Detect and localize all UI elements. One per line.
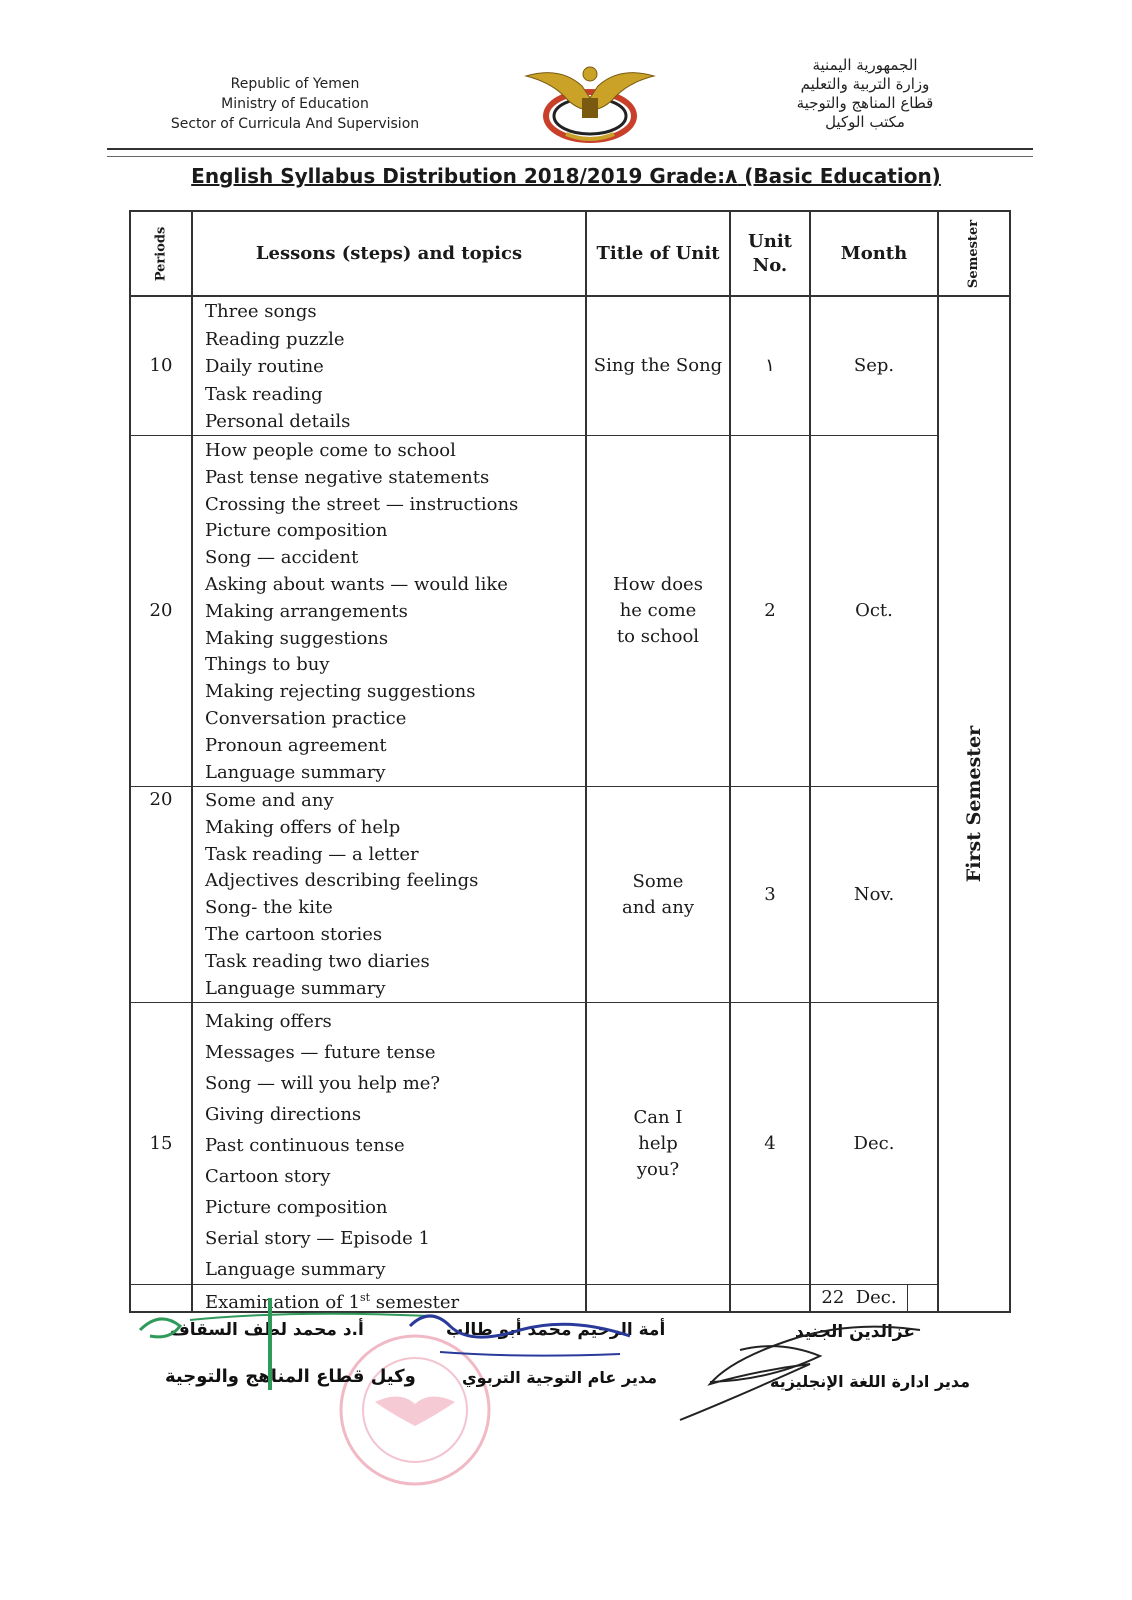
signatory-role: مدير ادارة اللغة الإنجليزية	[770, 1372, 971, 1391]
unit-title-cell: How does he come to school	[613, 574, 703, 647]
semester-header-label: Semester	[965, 219, 981, 288]
lesson-item: Cartoon story	[205, 1166, 331, 1187]
letterhead-line: قطاع المناهج والتوجية	[796, 94, 934, 112]
english-letterhead	[150, 74, 440, 134]
periods-header-label: Periods	[152, 226, 168, 281]
lesson-item: Adjectives describing feelings	[205, 870, 479, 892]
lesson-item: Task reading — a letter	[205, 843, 419, 865]
unit-title-header: Title of Unit	[596, 242, 720, 264]
lesson-item: Three songs	[205, 301, 317, 322]
signatory-name: عزالدين الجنيد	[795, 1322, 915, 1342]
unit-no-cell: 2	[764, 600, 776, 621]
semester-label: First Semester	[963, 725, 986, 883]
signature-scribble-icon	[670, 1310, 930, 1430]
arabic-letterhead	[770, 56, 960, 132]
lesson-item: Some and any	[205, 790, 334, 811]
month-header: Month	[840, 242, 908, 264]
lesson-item: Asking about wants — would like	[205, 573, 508, 595]
unit-title-cell: Some and any	[621, 870, 695, 918]
signatory-name: أ.د محمد لطف السقاف	[170, 1320, 364, 1340]
lesson-item: Personal details	[205, 411, 351, 433]
month-cell: Nov.	[853, 883, 895, 905]
lesson-item: Task reading two diaries	[205, 950, 430, 972]
month-cell: Dec.	[853, 1132, 895, 1154]
semester-cell	[939, 297, 1009, 1311]
document-title: English Syllabus Distribution 2018/2019 Grade:٨ (Basic Education)	[191, 164, 941, 188]
periods-header	[131, 212, 191, 295]
lesson-item: Task reading	[205, 383, 323, 405]
exam-lesson-sup: st	[360, 1291, 371, 1304]
exam-lesson-suffix: semester	[370, 1292, 460, 1313]
signatory-role: مدير عام التوجية التربوي	[462, 1368, 657, 1387]
signatory-name: أمة الرحيم محمد أبو طالب	[446, 1320, 666, 1340]
yemen-eagle-emblem-icon	[520, 58, 660, 144]
exam-month-cell: 22 Dec.	[821, 1287, 897, 1308]
unit-no-cell: 3	[764, 883, 776, 905]
syllabus-table	[129, 210, 1011, 1313]
unit-no-header: Unit No.	[748, 230, 792, 276]
lesson-item: Daily routine	[205, 356, 324, 378]
lesson-item: Language summary	[205, 1259, 386, 1280]
lessons-list	[205, 438, 518, 786]
unit-no-cell: ١	[765, 355, 775, 376]
letterhead-line: الجمهورية اليمنية	[812, 56, 918, 74]
lesson-item: Past continuous tense	[205, 1135, 405, 1156]
lesson-item: Messages — future tense	[205, 1042, 436, 1063]
lesson-item: How people come to school	[205, 440, 456, 461]
letterhead-line: Sector of Curricula And Supervision	[170, 116, 420, 132]
lesson-item: Making suggestions	[205, 627, 389, 649]
lessons-list	[205, 1006, 440, 1285]
lesson-item: Things to buy	[205, 654, 330, 676]
lesson-item: Pronoun agreement	[205, 734, 387, 756]
signature-scribble-icon	[400, 1296, 640, 1376]
lesson-item: Serial story — Episode 1	[205, 1228, 430, 1249]
lesson-item: Language summary	[205, 761, 386, 783]
letterhead-line: وزارة التربية والتعليم	[800, 75, 930, 93]
lesson-item: Reading puzzle	[205, 328, 345, 350]
lesson-item: The cartoon stories	[205, 923, 383, 945]
lessons-list	[205, 788, 478, 1002]
lesson-item: Picture composition	[205, 520, 388, 542]
periods-cell: 20	[149, 789, 173, 810]
signatory-role: وكيل قطاع المناهج والتوجية	[165, 1366, 416, 1387]
lesson-item: Making arrangements	[205, 600, 408, 622]
lesson-item: Song — will you help me?	[205, 1073, 441, 1094]
lesson-item: Language summary	[205, 977, 386, 999]
lessons-header: Lessons (steps) and topics	[255, 242, 523, 264]
lesson-item: Crossing the street — instructions	[205, 493, 519, 515]
unit-title-cell: Sing the Song	[593, 355, 723, 376]
unit-title-cell: Can I help you?	[633, 1106, 683, 1180]
exam-lesson-text: Examination of 1	[205, 1292, 360, 1313]
lesson-item: Song- the kite	[205, 897, 333, 919]
letterhead-line: مكتب الوكيل	[825, 113, 905, 131]
month-cell: Oct.	[855, 600, 893, 621]
semester-header	[939, 212, 1009, 295]
periods-cell: 10	[149, 355, 173, 376]
lesson-item: Giving directions	[205, 1104, 362, 1125]
lesson-item: Conversation practice	[205, 707, 407, 729]
lesson-item: Making rejecting suggestions	[205, 681, 476, 703]
lesson-item: Picture composition	[205, 1197, 388, 1218]
periods-cell: 20	[149, 600, 173, 621]
unit-no-cell: 4	[764, 1132, 776, 1154]
periods-cell: 15	[149, 1132, 173, 1154]
letterhead-line: Ministry of Education	[221, 96, 369, 112]
lesson-item: Past tense negative statements	[205, 466, 490, 488]
lesson-item: Song — accident	[205, 547, 359, 569]
header-divider	[107, 148, 1033, 157]
lessons-list	[205, 298, 350, 436]
lesson-item: Making offers	[205, 1011, 332, 1032]
month-cell: Sep.	[853, 355, 895, 376]
lesson-item: Making offers of help	[205, 816, 401, 838]
letterhead-line: Republic of Yemen	[230, 76, 360, 92]
